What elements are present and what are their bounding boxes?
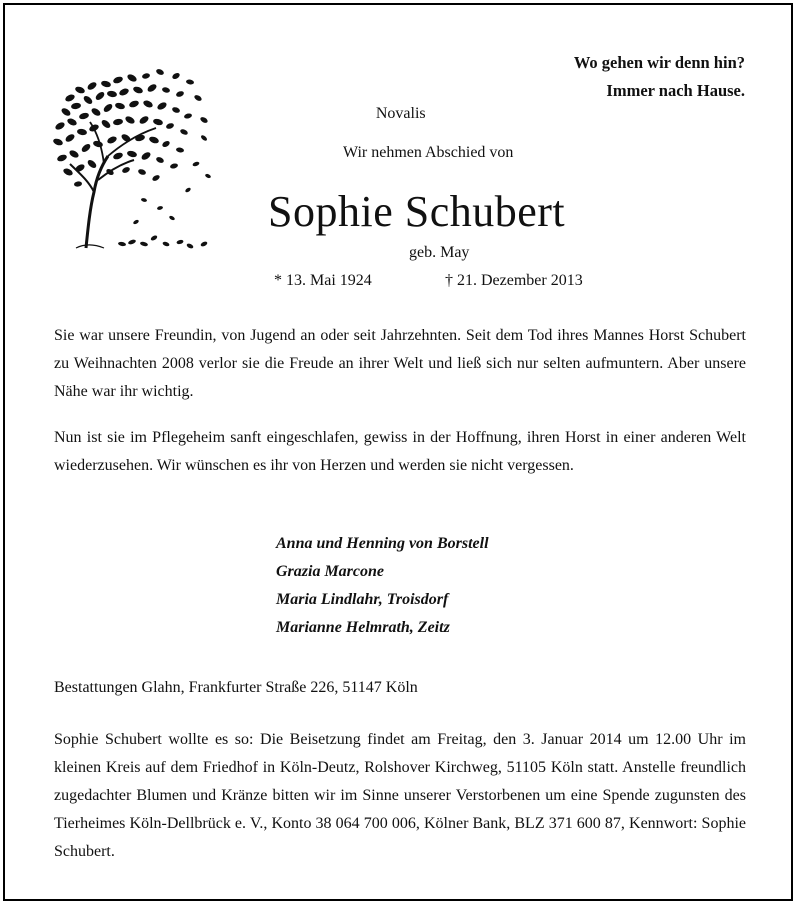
body-paragraph-2: Nun ist sie im Pflegeheim sanft eingeschlafen, gewiss in der Hoffnung, ihren Horst in einer anderen Welt wiederzusehen. Wir wünschen es ihr von Herzen und werden sie nicht vergessen.	[54, 429, 746, 474]
farewell-intro: Wir nehmen Abschied von	[343, 144, 514, 161]
signer: Anna und Henning von Borstell	[276, 535, 489, 552]
quote-author: Novalis	[375, 105, 426, 122]
quote-line-1: Wo gehen wir denn hin?	[573, 53, 745, 72]
signer: Grazia Marcone	[276, 563, 385, 580]
funeral-home: Bestattungen Glahn, Frankfurter Straße 226, 51147 Köln	[54, 679, 418, 696]
body-paragraph-1: Sie war unsere Freundin, von Jugend an oder seit Jahrzehnten. Seit dem Tod ihres Mannes Horst Schubert zu Weihnachten 2008 verlor sie die Freude an ihrer Welt und ließ sich nur selten aufmuntern. Aber unsere Nähe war ihr wichtig.	[54, 327, 746, 400]
funeral-details: Sophie Schubert wollte es so: Die Beisetzung findet am Freitag, den 3. Januar 2014 um 12.00 Uhr im kleinen Kreis auf dem Friedhof in Köln-Deutz, Rolshover Kirchweg, 51105 Köln statt. Anstelle freundlich zugedachter Blumen und Kränze bitten wir im Sinne unserer Verstorbenen um eine Spende zugunsten des Tierheimes Köln-Dellbrück e. V., Konto 38 064 700 006, Kölner Bank, BLZ 371 600 87, Kennwort: Sophie Schubert.	[54, 731, 746, 860]
signer: Marianne Helmrath, Zeitz	[276, 619, 450, 636]
quote-block	[375, 49, 745, 122]
quote-line-2: Immer nach Hause.	[606, 81, 745, 100]
signer: Maria Lindlahr, Troisdorf	[276, 591, 449, 608]
maiden-name: geb. May	[409, 244, 470, 261]
deceased-name: Sophie Schubert	[268, 187, 566, 236]
windblown-tree-icon	[48, 68, 218, 258]
signers-list	[276, 530, 489, 642]
death-date: † 21. Dezember 2013	[445, 272, 583, 289]
birth-date: * 13. Mai 1924	[274, 272, 372, 289]
